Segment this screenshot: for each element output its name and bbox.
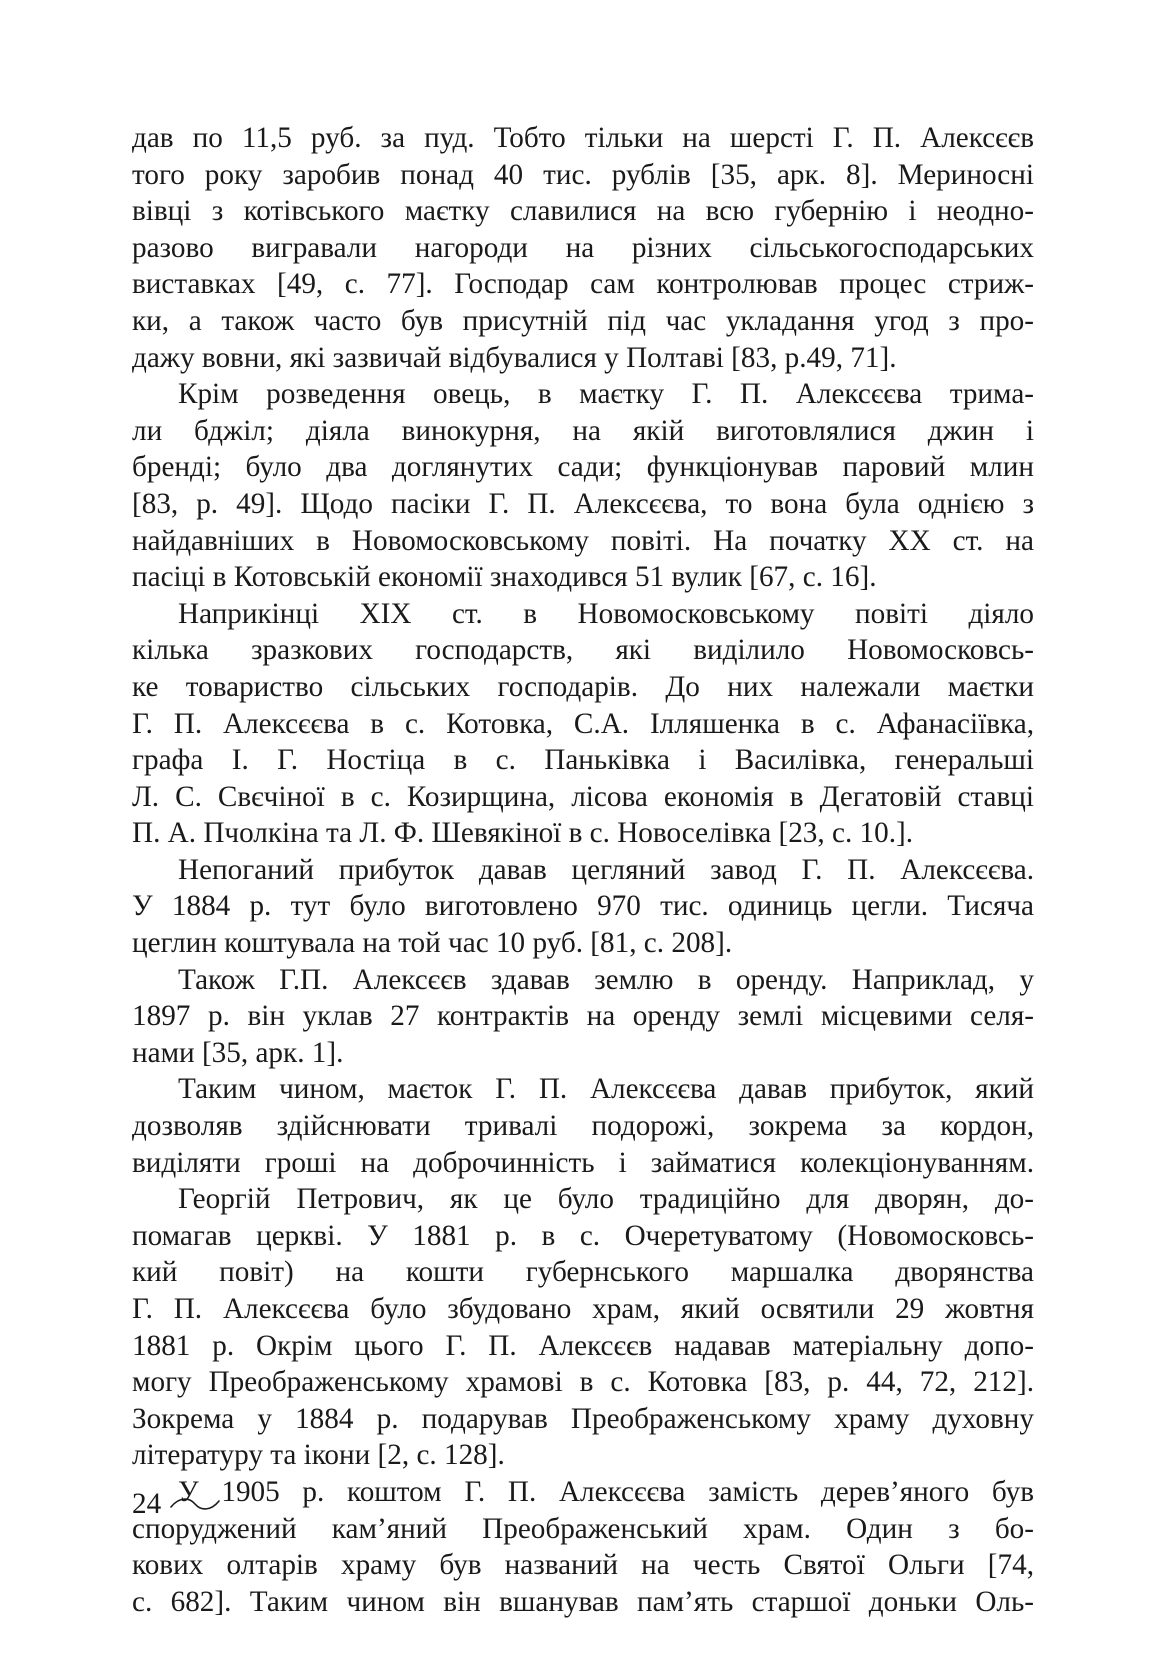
text-line: графа І. Г. Ностіца в с. Паньківка і Василівка, генеральші (132, 744, 1034, 777)
text-line: ке товариство сільських господарів. До них належали маєтки (132, 670, 1034, 703)
text-line: нами [35, арк. 1]. (132, 1036, 344, 1069)
text-line: Також Г.П. Алексєєв здавав землю в оренду. Наприклад, у (178, 963, 1034, 996)
text-line: Крім розведення овець, в маєтку Г. П. Алексєєва трима- (178, 378, 1034, 411)
text-line: кових олтарів храму був названий на честь Святої Ольги [74, (132, 1549, 1034, 1582)
text-line: Наприкінці XIX ст. в Новомосковському повіті діяло (178, 597, 1034, 630)
text-line: У 1884 р. тут було виготовлено 970 тис. одиниць цегли. Тисяча (132, 890, 1034, 923)
text-line: виділяти гроші на доброчинність і займатися колекціонуванням. (132, 1146, 1034, 1179)
text-line: с. 682]. Таким чином він вшанував пам’ять старшої доньки Оль- (132, 1585, 1034, 1618)
text-line: П. А. Пчолкіна та Л. Ф. Шевякіної в с. Новоселівка [23, с. 10.]. (132, 817, 914, 850)
text-line: разово вигравали нагороди на різних сільськогосподарських (132, 231, 1034, 264)
body-text (132, 120, 1034, 1620)
text-line: ли бджіл; діяла винокурня, на якій виготовлялися джин і (132, 414, 1034, 447)
text-line: Георгій Петрович, як це було традиційно для дворян, до- (178, 1183, 1034, 1216)
text-line: помагав церкві. У 1881 р. в с. Очеретуватому (Новомосковсь- (132, 1219, 1034, 1252)
text-line: 1881 р. Окрім цього Г. П. Алексєєв надавав матеріальну допо- (132, 1329, 1034, 1362)
text-line: ки, а також часто був присутній під час укладання угод з про- (132, 304, 1034, 337)
text-line: того року заробив понад 40 тис. рублів [35, арк. 8]. Мериносні (132, 158, 1034, 191)
text-line: 1897 р. він уклав 27 контрактів на оренду землі місцевими селя- (132, 1000, 1034, 1033)
text-line: споруджений кам’яний Преображенський храм. Один з бо- (132, 1512, 1034, 1545)
page-number: 24 (132, 1488, 162, 1520)
text-line: вівці з котівського маєтку славилися на всю губернію і неодно- (132, 195, 1034, 228)
text-line: У 1905 р. коштом Г. П. Алексєєва замість дерев’яного був (178, 1475, 1034, 1508)
text-line: виставках [49, с. 77]. Господар сам контролював процес стриж- (132, 268, 1034, 301)
text-line: пасіці в Котовській економії знаходився 51 вулик [67, с. 16]. (132, 561, 877, 594)
text-line: кілька зразкових господарств, які виділило Новомосковсь- (132, 634, 1034, 667)
text-line: літературу та ікони [2, с. 128]. (132, 1439, 505, 1472)
text-line: кий повіт) на кошти губернського маршалка дворянства (132, 1256, 1034, 1289)
tilde-ornament-icon (169, 1494, 221, 1514)
text-line: Л. С. Свєчіної в с. Козирщина, лісова економія в Дегатовій ставці (132, 780, 1034, 813)
text-line: Таким чином, маєток Г. П. Алексєєва давав прибуток, який (178, 1073, 1034, 1106)
text-line: Г. П. Алексєєва в с. Котовка, С.А. Ілляшенка в с. Афанасіївка, (132, 707, 1034, 740)
text-line: дозволяв здійснювати тривалі подорожі, зокрема за кордон, (132, 1110, 1034, 1143)
text-line: Непоганий прибуток давав цегляний завод Г. П. Алексєєва. (178, 853, 1034, 886)
text-line: найдавніших в Новомосковському повіті. На початку XX ст. на (132, 524, 1034, 557)
page-footer (132, 1487, 221, 1521)
text-line: цеглин коштувала на той час 10 руб. [81, с. 208]. (132, 927, 733, 960)
text-line: Зокрема у 1884 р. подарував Преображенському храму духовну (132, 1402, 1034, 1435)
text-line: дажу вовни, які зазвичай відбувалися у Полтаві [83, р.49, 71]. (132, 341, 897, 374)
text-line: [83, р. 49]. Щодо пасіки Г. П. Алексєєва, то вона була однією з (132, 487, 1034, 520)
text-line: Г. П. Алексєєва було збудовано храм, який освятили 29 жовтня (132, 1293, 1034, 1325)
text-line: бренді; було два доглянутих сади; функціонував паровий млин (132, 451, 1034, 484)
text-line: могу Преображенському храмові в с. Котовка [83, р. 44, 72, 212]. (132, 1366, 1034, 1399)
text-line: дав по 11,5 руб. за пуд. Тобто тільки на шерсті Г. П. Алексєєв (132, 122, 1034, 154)
